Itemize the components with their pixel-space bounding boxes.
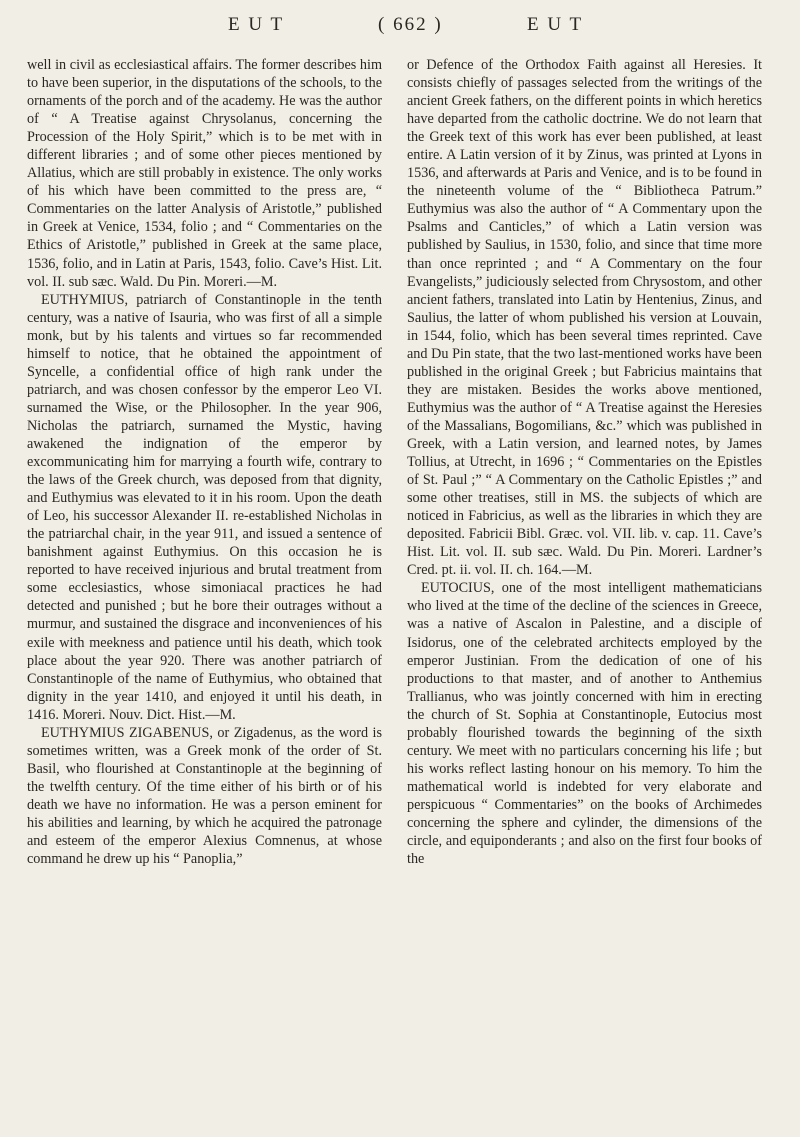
page-number: ( 662 ) xyxy=(378,14,443,35)
header-left: E U T xyxy=(228,14,285,35)
paragraph-eutocius: EUTOCIUS, one of the most intelligent mathematicians who lived at the time of the decline of the sciences in Greece, was a native of Ascalon in Palestine, and a disciple of Isidorus, one of the celebrated architects employed by the emperor Justinian. From the dedication of one of his productions to that master, and of another to Anthemius Trallianus, who was jointly concerned with him in erecting the church of St. Sophia at Constantinople, Eutocius most probably flourished towards the beginning of the sixth century. We meet with no particulars concerning his life ; but his works reflect lasting honour on his memory. To him the mathematical world is indebted for very elaborate and perspicuous “ Commentaries” on the books of Archimedes concerning the sphere and cylinder, the dimensions of the circle, and equiponderants ; and also on the first four books of the xyxy=(407,580,762,868)
paragraph-euthymius: EUTHYMIUS, patriarch of Constantinople in the tenth century, was a native of Isauria, who was first of all a simple monk, but by his talents and virtues so far recommended himself to notice, that he obtained the appointment of Syncelle, a confidential office of high rank under the patriarch, and was chosen confessor by the emperor Leo VI. surnamed the Wise, or the Philosopher. In the year 906, Nicholas the patriarch, surnamed the Mystic, having awakened the indignation of the emperor by excommunicating him for marrying a fourth wife, contrary to the laws of the Greek church, was deposed from that dignity, and Euthymius was elevated to it in his room. Upon the death of Leo, his successor Alexander II. re-established Nicholas in the patriarchal chair, in the year 911, and issued a sentence of banishment against Euthymius. On this occasion he is reported to have received injurious and brutal treatment from some ecclesiastics, whose simoniacal practices he had detected and punished ; but he bore their outrages without a murmur, and sustained the disgrace and inconveniences of his exile with meekness and patience until his death, which took place about the year 920. There was another patriarch of Constantinople of the name of Euthymius, who obtained that dignity in the year 1410, and enjoyed it until his death, in 1416. Moreri. Nouv. Dict. Hist.—M. xyxy=(27,291,382,723)
running-head xyxy=(0,14,800,44)
paragraph-eustratius-continued: well in civil as ecclesiastical affairs. The former describes him to have been superior, in the disputations of the schools, to the ornaments of the porch and of the academy. He was the author of “ A Treatise against Chrysolanus, concerning the Procession of the Holy Spirit,” which is to be met with in different libraries ; and of some other pieces mentioned by Allatius, which are still probably in existence. The only works of his which have been committed to the press are, “ Commentaries on the latter Analysis of Aristotle,” published in Greek at Venice, 1534, folio ; and “ Commentaries on the Ethics of Aristotle,” published in Greek at the same place, 1536, folio, and in Latin at Paris, 1543, folio. Cave’s Hist. Lit. vol. II. sub sæc. Wald. Du Pin. Moreri.—M. xyxy=(27,57,382,290)
paragraph-zigabenus-continued: or Defence of the Orthodox Faith against all Heresies. It consists chiefly of passages selected from the writings of the ancient Greek fathers, on the different points in which heretics have departed from the catholic doctrine. We do not learn that the Greek text of this work has ever been published, at least entire. A Latin version of it by Zinus, was printed at Lyons in 1536, and afterwards at Paris and Venice, and is to be found in the nineteenth volume of the “ Bibliotheca Patrum.” Euthymius was also the author of “ A Commentary upon the Psalms and Canticles,” of which a Latin version was published by Saulius, in 1530, folio, and since that time more than once reprinted ; and “ A Commentary on the four Evangelists,” judiciously selected from Chrysostom, and other ancient fathers, translated into Latin by Hentenius, Zinus, and Saulius, the latter of whom published his version at Louvain, in 1544, folio, which has been several times reprinted. Cave and Du Pin state, that the two last-mentioned works have been published in the original Greek ; but Fabricius maintains that they are mistaken. Besides the works above mentioned, Euthymius was the author of “ A Treatise against the Heresies of the Massalians, Bogomilians, &c.” which was published in Greek, with a Latin version, and learned notes, by James Tollius, at Utrecht, in 1696 ; “ Commentaries on the Epistles of St. Paul ;” “ A Commentary on the Catholic Epistles ;” and some other treatises, still in MS. the subjects of which are noticed in Fabricius, as well as the libraries in which they are deposited. Fabricii Bibl. Græc. vol. VII. lib. v. cap. 11. Cave’s Hist. Lit. vol. II. sub sæc. Wald. Du Pin. Moreri. Lardner’s Cred. pt. ii. vol. II. ch. 164.—M. xyxy=(407,57,762,579)
header-right: E U T xyxy=(527,14,584,35)
paragraph-euthymius-zigabenus: EUTHYMIUS ZIGABENUS, or Zigadenus, as the word is sometimes written, was a Greek monk of the order of St. Basil, who flourished at Constantinople at the beginning of the twelfth century. Of the time either of his birth or of his death we have no information. He was a person eminent for his abilities and learning, by which he acquired the patronage and esteem of the emperor Alexius Comnenus, at whose command he drew up his “ Panoplia,” xyxy=(27,724,382,868)
right-column xyxy=(407,56,762,868)
left-column xyxy=(27,56,382,868)
